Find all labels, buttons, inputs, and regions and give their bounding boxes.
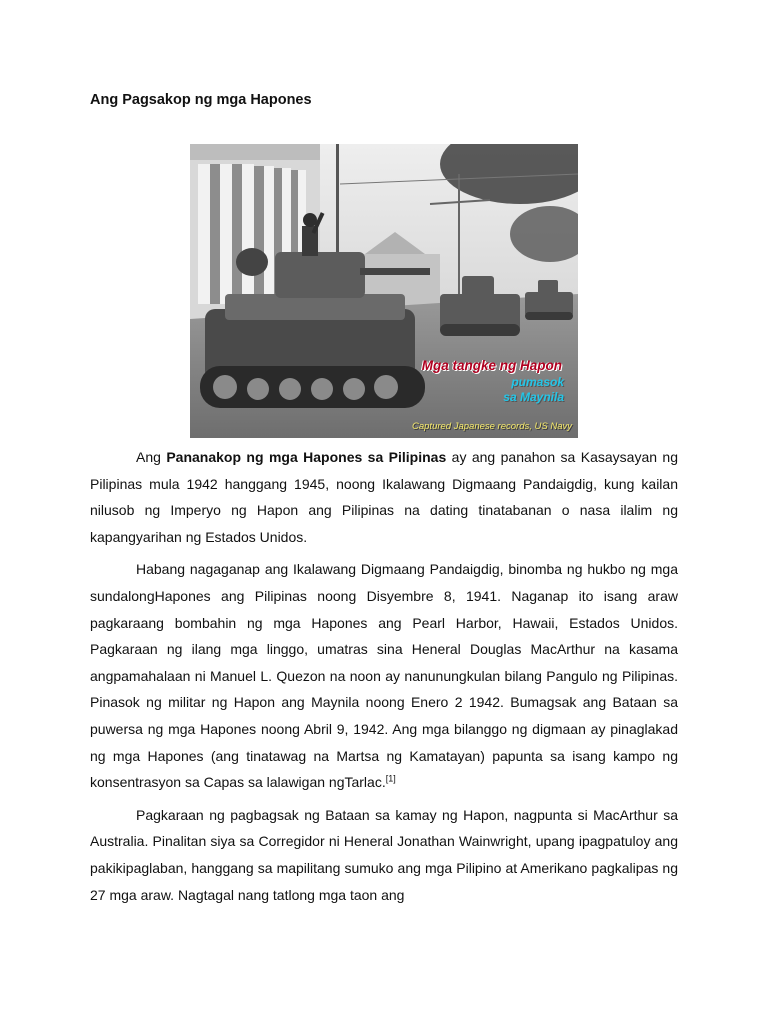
photo-credit: Captured Japanese records, US Navy <box>412 421 572 432</box>
paragraph-2-text: Habang nagaganap ang Ikalawang Digmaang Pandaigdig, binomba ng hukbo ng mga sundalongHapones ang Pilipinas noong Disyembre 8, 1941. Naganap ito isang araw pagkaraang bombahin ng mga Hapones ang Pearl Harbor, Hawaii, Estados Unidos. Pagkaraan ng ilang mga linggo, umatras sina Heneral Douglas MacArthur na kasama angpamahalaan ni Manuel L. Quezon na noon ay nanunungkulan bilang Pangulo ng Pilipinas. Pinasok ng militar ng Hapon ang Maynila noong Enero 2 1942. Bumagsak ang Bataan sa puwersa ng mga Hapones noong Abril 9, 1942. Ang mga bilanggo ng digmaan ay pinaglakad ng mga Hapones (ang tinatawag na Martsa ng Kamatayan) papunta sa isang kampo ng konsentrasyon sa Capas sa lalawigan ngTarlac. <box>90 561 678 791</box>
article-body <box>90 444 678 914</box>
paragraph-1-bold-term: Pananakop ng mga Hapones sa Pilipinas <box>166 449 447 465</box>
document-title: Ang Pagsakop ng mga Hapones <box>90 92 312 108</box>
paragraph-3 <box>90 802 678 908</box>
footnote-link[interactable]: [1] <box>385 773 396 784</box>
tanks-photo <box>190 144 578 438</box>
photo-caption-line2: pumasok <box>511 375 564 389</box>
paragraph-3-text: Pagkaraan ng pagbagsak ng Bataan sa kamay ng Hapon, nagpunta si MacArthur sa Australia. Pinalitan siya sa Corregidor ni Heneral Jonathan Wainwright, upang ipagpatuloy ang pakikipaglaban, hanggang sa mapilitang sumuko ang mga Pilipino at Amerikano pagkalipas ng 27 mga araw. Nagtagal nang tatlong mga taon ang <box>90 806 678 903</box>
paragraph-1 <box>90 444 678 550</box>
paragraph-2 <box>90 556 678 795</box>
photo-caption: Mga tangke ng Hapon <box>421 358 562 373</box>
photo-caption-line3: sa Maynila <box>503 390 564 404</box>
paragraph-1-rest: ay ang panahon sa Kasaysayan ng Pilipinas mula 1942 hanggang 1945, noong Ikalawang Digmaang Pandaigdig, kung kailan nilusob ng Imperyo ng Hapon ang Pilipinas na dating tinatabanan o nasa ilalim ng kapangyarihan ng Estados Unidos. <box>90 449 678 545</box>
paragraph-1-lead: Ang <box>136 449 167 465</box>
